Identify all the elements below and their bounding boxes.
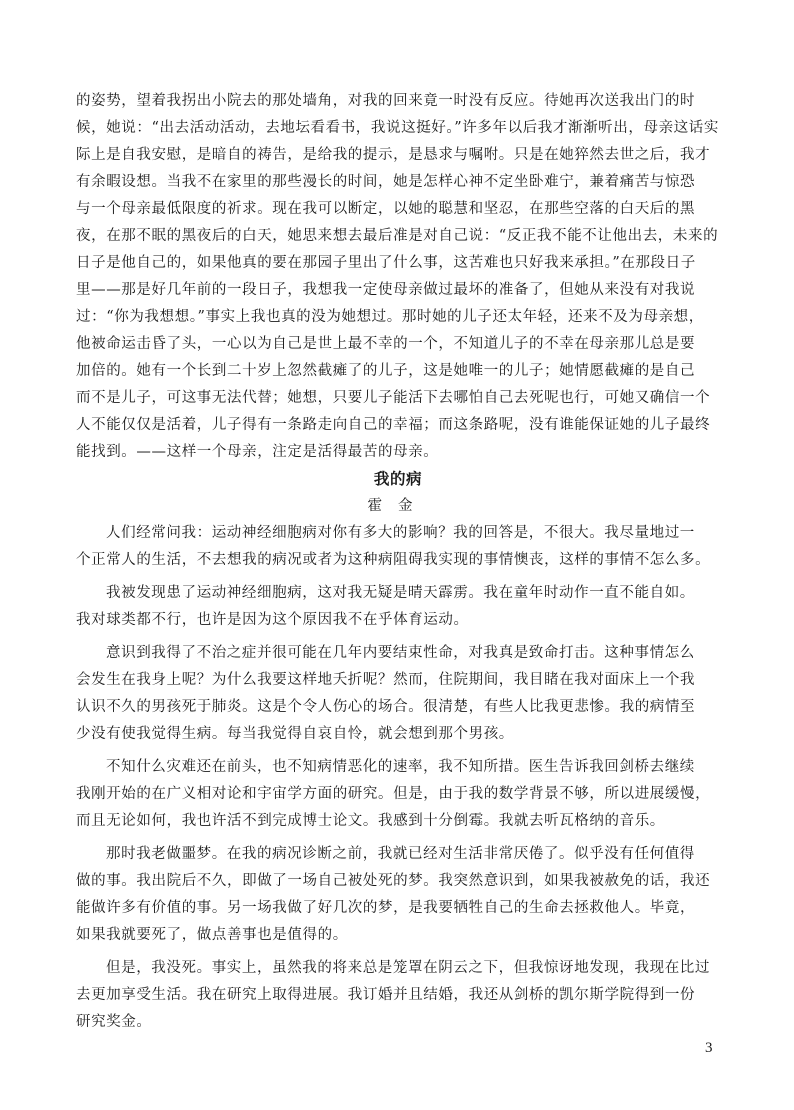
text-line: 但是，我没死。事实上，虽然我的将来总是笼罩在阴云之下，但我惊讶地发现，我现在比过	[106, 960, 710, 976]
paragraph	[76, 520, 720, 574]
text-line: 能做许多有价值的事。另一场我做了好几次的梦，是我要牺牲自己的生命去拯救他人。毕竟，	[76, 900, 696, 916]
essay-title: 我的病	[373, 470, 423, 488]
text-line: 际上是自我安慰，是暗自的祷告，是给我的提示，是恳求与嘱咐。只是在她猝然去世之后，我才	[76, 147, 711, 163]
text-line: 人不能仅仅是活着，儿子得有一条路走向自己的幸福；而这条路呢，没有谁能保证她的儿子最终	[76, 417, 711, 433]
text-line: 我刚开始的在广义相对论和宇宙学方面的研究。但是，由于我的数学背景不够，所以进展缓慢，	[76, 786, 711, 802]
paragraph	[76, 955, 720, 1036]
text-line: 那时我老做噩梦。在我的病况诊断之前，我就已经对生活非常厌倦了。似乎没有任何值得	[106, 846, 695, 862]
text-line: 研究奖金。	[76, 1014, 152, 1030]
text-line: 候，她说：“出去活动活动，去地坛看看书，我说这挺好。”许多年以后我才渐渐听出，母亲这话实	[76, 120, 719, 136]
text-line: 的姿势，望着我拐出小院去的那处墙角，对我的回来竟一时没有反应。待她再次送我出门的时	[76, 93, 696, 109]
previous-essay-ending	[76, 88, 720, 466]
paragraph	[76, 754, 720, 835]
text-line: 而不是儿子，可这事无法代替；她想，只要儿子能活下去哪怕自己去死呢也行，可她又确信一个	[76, 390, 711, 406]
text-line: 去更加享受生活。我在研究上取得进展。我订婚并且结婚，我还从剑桥的凯尔斯学院得到一份	[76, 987, 696, 1003]
text-line: 过：“你为我想想。”事实上我也真的没为她想过。那时她的儿子还太年轻，还来不及为母亲想，	[76, 309, 704, 325]
text-line: 如果我就要死了，做点善事也是值得的。	[76, 927, 348, 943]
text-line: 日子是他自己的，如果他真的要在那园子里出了什么事，这苦难也只好我来承担。”在那段日子	[76, 255, 696, 271]
text-line: 会发生在我身上呢？为什么我要这样地夭折呢？然而，住院期间，我目睹在我对面床上一个我	[76, 672, 696, 688]
text-line: 不知什么灾难还在前头，也不知病情恶化的速率，我不知所措。医生告诉我回剑桥去继续	[106, 759, 695, 775]
author-name: 霍金	[367, 498, 429, 514]
text-line: 人们经常问我：运动神经细胞病对你有多大的影响？我的回答是，不很大。我尽量地过一	[106, 525, 695, 541]
text-line: 而且无论如何，我也许活不到完成博士论文。我感到十分倒霉。我就去听瓦格纳的音乐。	[76, 813, 665, 829]
text-line: 个正常人的生活，不去想我的病况或者为这种病阻碍我实现的事情懊丧，这样的事情不怎么多。	[76, 552, 711, 568]
paragraph	[76, 640, 720, 748]
page-number: 3	[705, 1040, 713, 1056]
text-line: 有余暇设想。当我不在家里的那些漫长的时间，她是怎样心神不定坐卧难宁，兼着痛苦与惊恐	[76, 174, 696, 190]
text-line: 我被发现患了运动神经细胞病，这对我无疑是晴天霹雳。我在童年时动作一直不能自如。	[106, 585, 695, 601]
text-line: 能找到。——这样一个母亲，注定是活得最苦的母亲。	[76, 444, 439, 460]
text-line: 他被命运击昏了头，一心以为自己是世上最不幸的一个，不知道儿子的不幸在母亲那儿总是要	[76, 336, 696, 352]
essay-body	[76, 520, 720, 1036]
text-line: 我对球类都不行，也许是因为这个原因我不在乎体育运动。	[76, 612, 469, 628]
text-line: 与一个母亲最低限度的祈求。现在我可以断定，以她的聪慧和坚忍，在那些空落的白天后的黑	[76, 201, 696, 217]
text-line: 少没有使我觉得生病。每当我觉得自哀自怜，就会想到那个男孩。	[76, 726, 514, 742]
text-line: 意识到我得了不治之症并很可能在几年内要结束性命，对我真是致命打击。这种事情怎么	[106, 645, 695, 661]
text-line: 做的事。我出院后不久，即做了一场自己被处死的梦。我突然意识到，如果我被赦免的话，我还	[76, 873, 711, 889]
paragraph	[76, 841, 720, 949]
text-line: 夜，在那不眠的黑夜后的白天，她思来想去最后准是对自己说：“反正我不能不让他出去，未来的	[76, 228, 719, 244]
body-text	[76, 88, 720, 1036]
text-line: 里——那是好几年前的一段日子，我想我一定使母亲做过最坏的准备了，但她从来没有对我说	[76, 282, 696, 298]
text-line: 加倍的。她有一个长到二十岁上忽然截瘫了的儿子，这是她唯一的儿子；她情愿截瘫的是自己	[76, 363, 696, 379]
text-line: 认识不久的男孩死于肺炎。这是个令人伤心的场合。很清楚，有些人比我更悲惨。我的病情至	[76, 699, 696, 715]
paragraph	[76, 580, 720, 634]
